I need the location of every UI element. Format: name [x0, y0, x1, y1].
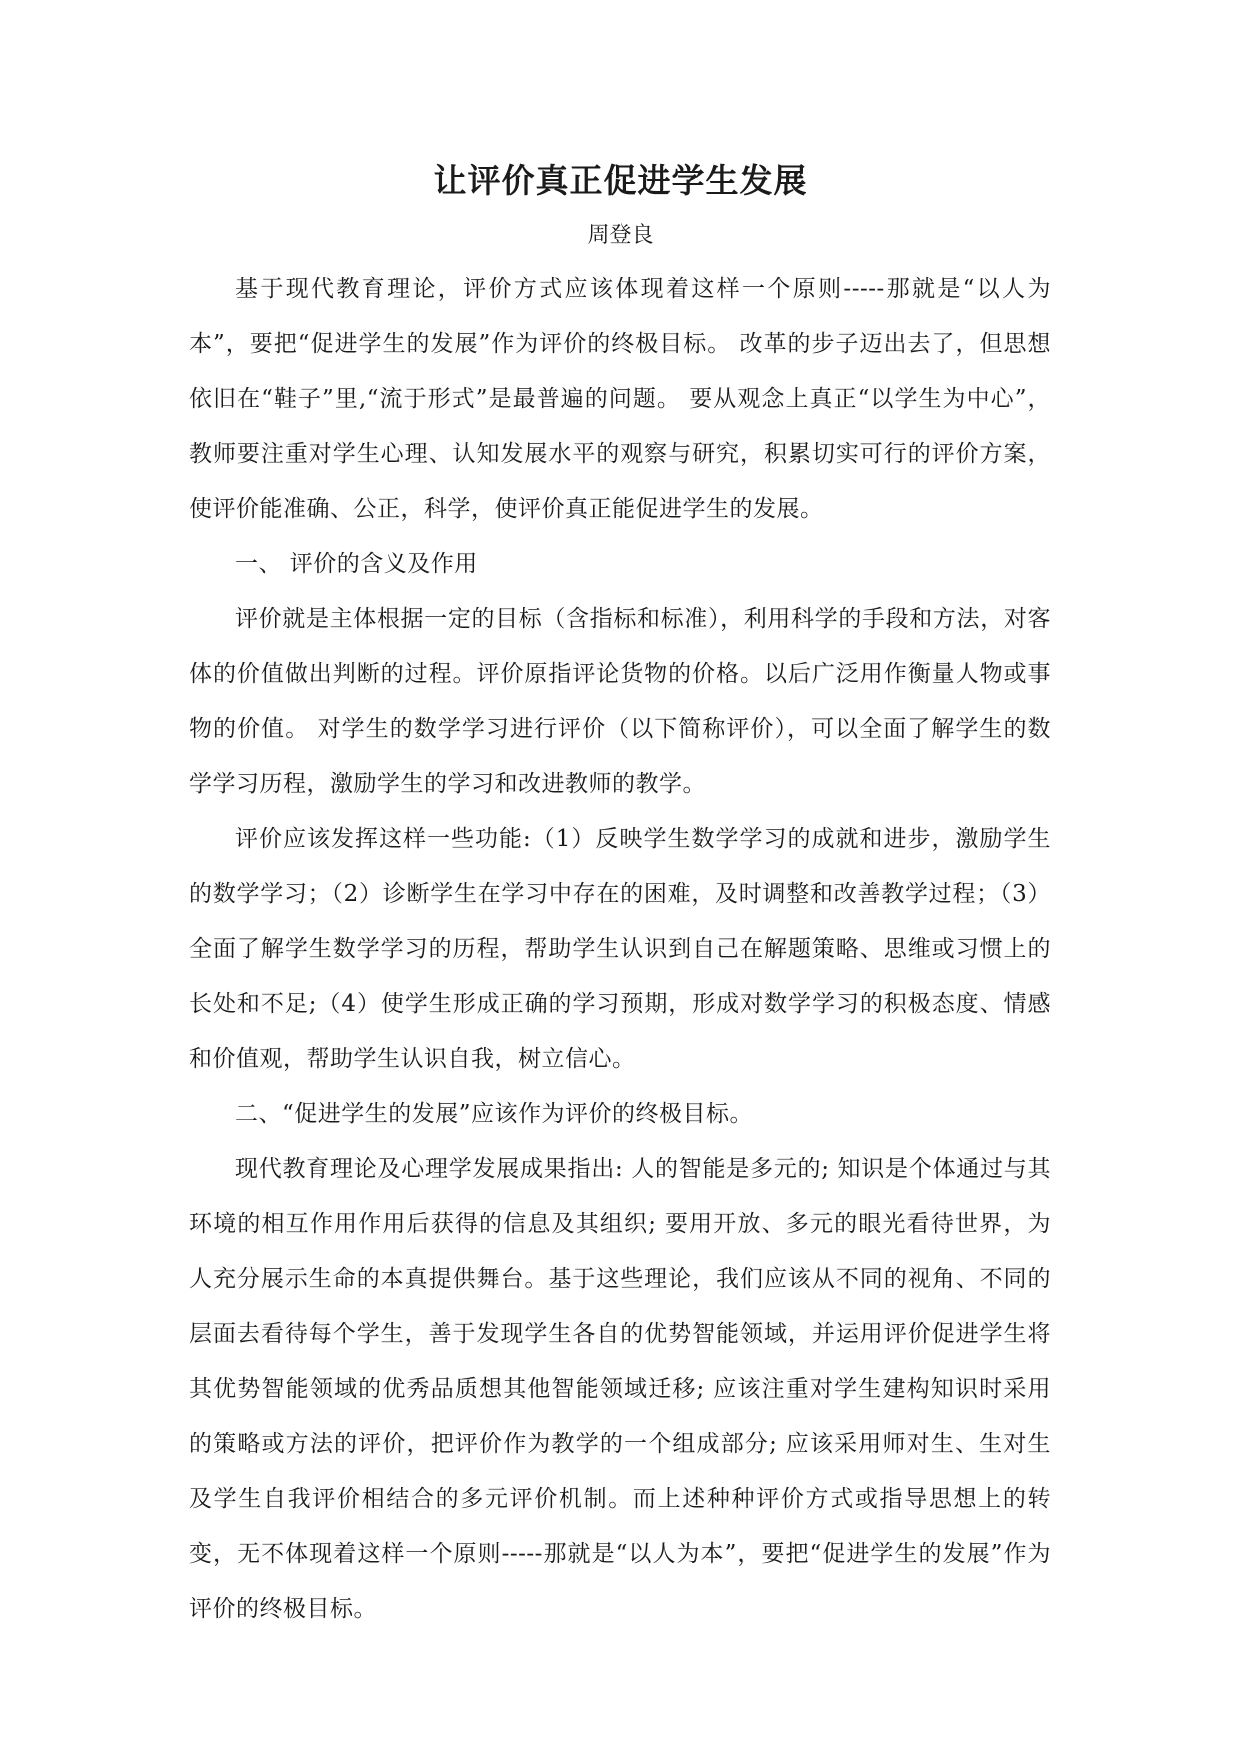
section-1-paragraph-2: 评价应该发挥这样一些功能:（1）反映学生数学学习的成就和进步，激励学生的数学学习；（2）诊断学生在学习中存在的困难，及时调整和改善教学过程；（3）全面了解学生数学学习的历程，帮助学生认识到自己在解题策略、思维或习惯上的长处和不足;（4）使学生形成正确的学习预期，形成对数学学习的积极态度、情感和价值观，帮助学生认识自我，树立信心。 — [189, 826, 1051, 1072]
intro-paragraph: 基于现代教育理论，评价方式应该体现着这样一个原则-----那就是“以人为本”，要把“促进学生的发展”作为评价的终极目标。 改革的步子迈出去了，但思想依旧在“鞋子”里,“流于形式”是最普遍的问题。 要从观念上真正“以学生为中心”，教师要注重对学生心理、认知发展水平的观察与研究，积累切实可行的评价方案，使评价能准确、公正，科学，使评价真正能促进学生的发展。 — [189, 276, 1051, 522]
document-body — [189, 262, 1051, 1637]
section-2-heading: 二、“促进学生的发展”应该作为评价的终极目标。 — [235, 1101, 754, 1127]
document-title: 让评价真正促进学生发展 — [433, 161, 808, 200]
section-1-paragraph-1: 评价就是主体根据一定的目标（含指标和标准），利用科学的手段和方法，对客体的价值做出判断的过程。评价原指评论货物的价格。以后广泛用作衡量人物或事物的价值。 对学生的数学学习进行评价（以下简称评价），可以全面了解学生的数学学习历程，激励学生的学习和改进教师的教学。 — [189, 606, 1051, 797]
section-2-paragraph-1: 现代教育理论及心理学发展成果指出: 人的智能是多元的; 知识是个体通过与其环境的相互作用作用后获得的信息及其组织; 要用开放、多元的眼光看待世界，为人充分展示生命的本真提供舞台。基于这些理论，我们应该从不同的视角、不同的层面去看待每个学生，善于发现学生各自的优势智能领域，并运用评价促进学生将其优势智能领域的优秀品质想其他智能领域迁移; 应该注重对学生建构知识时采用的策略或方法的评价，把评价作为教学的一个组成部分; 应该采用师对生、生对生及学生自我评价相结合的多元评价机制。而上述种种评价方式或指导思想上的转变，无不体现着这样一个原则-----那就是“以人为本”，要把“促进学生的发展”作为评价的终极目标。 — [189, 1156, 1051, 1622]
document-author: 周登良 — [587, 223, 654, 248]
section-1-heading: 一、 评价的含义及作用 — [235, 551, 478, 577]
